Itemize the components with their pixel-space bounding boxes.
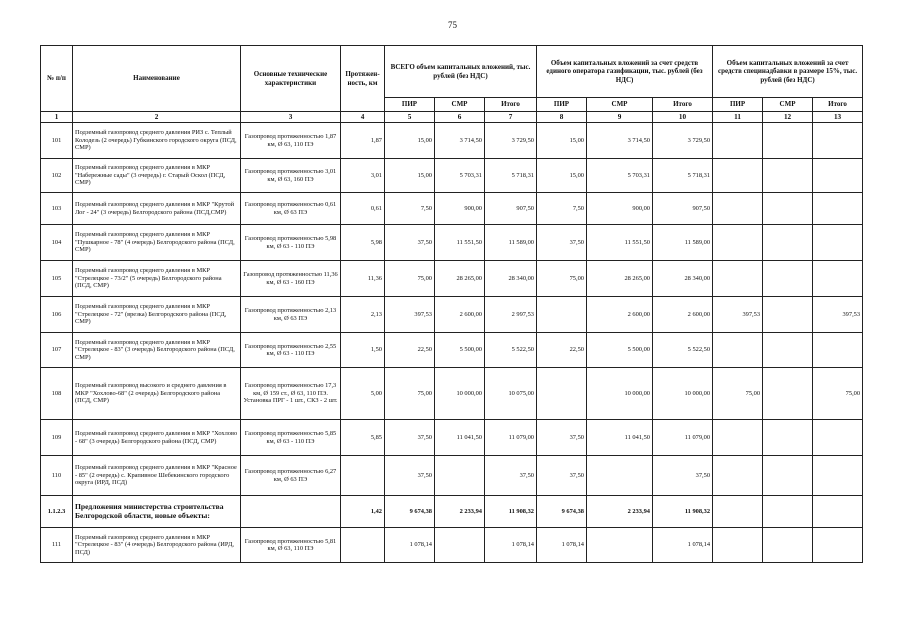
cell-operator-pir: 37,50 — [537, 456, 587, 496]
cell-operator-sum: 11 908,32 — [653, 496, 713, 528]
table-row — [41, 528, 863, 563]
cell-name: Подземный газопровод среднего давления в МКР "Набережные сады" (3 очередь) г. Старый Оскол (ПСД, СМР) — [73, 159, 241, 193]
cell-special-smr — [763, 528, 813, 563]
cell-total-pir: 37,50 — [385, 456, 435, 496]
cell-operator-pir: 22,50 — [537, 333, 587, 368]
cell-operator-sum: 3 729,50 — [653, 123, 713, 159]
column-index: 9 — [587, 112, 653, 123]
cell-total-sum: 2 997,53 — [485, 297, 537, 333]
column-index: 3 — [241, 112, 341, 123]
header-smr: СМР — [435, 98, 485, 112]
cell-operator-smr — [587, 528, 653, 563]
cell-operator-sum: 11 079,00 — [653, 420, 713, 456]
cell-no: 110 — [41, 456, 73, 496]
cell-operator-pir: 15,00 — [537, 123, 587, 159]
column-index: 7 — [485, 112, 537, 123]
cell-operator-sum: 5 522,50 — [653, 333, 713, 368]
cell-length: 5,85 — [341, 420, 385, 456]
cell-name: Подземный газопровод среднего давления в МКР "Стрелецкое - 83" (4 очередь) Белгородского района (ИРД, ПСД) — [73, 528, 241, 563]
header-total: Итого — [653, 98, 713, 112]
cell-length — [341, 528, 385, 563]
cell-special-pir — [713, 123, 763, 159]
cell-total-pir: 15,00 — [385, 123, 435, 159]
cell-tech: Газопровод протяженностью 5,81 км, Ø 63, 110 ПЭ — [241, 528, 341, 563]
cell-total-smr: 2 233,94 — [435, 496, 485, 528]
cell-total-smr — [435, 456, 485, 496]
cell-total-sum: 11 589,00 — [485, 225, 537, 261]
cell-operator-smr: 28 265,00 — [587, 261, 653, 297]
header-total: Итого — [813, 98, 863, 112]
cell-operator-smr: 900,00 — [587, 193, 653, 225]
cell-special-smr — [763, 297, 813, 333]
cell-name: Подземный газопровод высокого и среднего давления в МКР "Хохлово-68" (2 очередь) Белгородского района (ПСД, СМР) — [73, 368, 241, 420]
column-index: 1 — [41, 112, 73, 123]
table-row — [41, 261, 863, 297]
cell-total-smr: 5 500,00 — [435, 333, 485, 368]
column-index: 12 — [763, 112, 813, 123]
cell-operator-smr: 2 233,94 — [587, 496, 653, 528]
header-smr: СМР — [763, 98, 813, 112]
cell-tech — [241, 496, 341, 528]
cell-operator-pir: 15,00 — [537, 159, 587, 193]
cell-operator-pir: 1 078,14 — [537, 528, 587, 563]
capital-investment-table — [40, 45, 863, 563]
cell-special-smr — [763, 159, 813, 193]
cell-total-pir: 397,53 — [385, 297, 435, 333]
cell-total-sum: 10 075,00 — [485, 368, 537, 420]
cell-operator-sum: 10 000,00 — [653, 368, 713, 420]
cell-special-smr — [763, 420, 813, 456]
header-length: Протяжен-ность, км — [341, 46, 385, 112]
cell-no: 103 — [41, 193, 73, 225]
cell-special-smr — [763, 193, 813, 225]
cell-operator-pir — [537, 297, 587, 333]
cell-tech: Газопровод протяженностью 17,3 км, Ø 159 ст., Ø 63, 110 ПЭ. Установка ПРГ - 1 шт., СКЗ - 2 шт. — [241, 368, 341, 420]
table-row — [41, 193, 863, 225]
cell-total-smr: 2 600,00 — [435, 297, 485, 333]
page-number: 75 — [448, 20, 457, 30]
cell-name: Подземный газопровод среднего давления РИЗ с. Теплый Колодезь (2 очередь) Губкинского городского округа (ПСД, СМР) — [73, 123, 241, 159]
column-index: 6 — [435, 112, 485, 123]
cell-special-smr — [763, 123, 813, 159]
cell-special-pir: 397,53 — [713, 297, 763, 333]
header-tech: Основные технические характеристики — [241, 46, 341, 112]
cell-special-sum — [813, 456, 863, 496]
cell-total-pir: 9 674,38 — [385, 496, 435, 528]
cell-no: 107 — [41, 333, 73, 368]
cell-special-sum — [813, 420, 863, 456]
cell-tech: Газопровод протяженностью 2,55 км, Ø 63 - 110 ПЭ — [241, 333, 341, 368]
cell-total-smr: 10 000,00 — [435, 368, 485, 420]
cell-special-sum — [813, 123, 863, 159]
cell-length — [341, 456, 385, 496]
cell-total-pir: 1 078,14 — [385, 528, 435, 563]
cell-total-sum: 5 718,31 — [485, 159, 537, 193]
cell-operator-pir: 75,00 — [537, 261, 587, 297]
cell-operator-pir — [537, 368, 587, 420]
cell-special-sum — [813, 528, 863, 563]
cell-total-smr: 5 703,31 — [435, 159, 485, 193]
cell-no: 104 — [41, 225, 73, 261]
column-index: 4 — [341, 112, 385, 123]
cell-name: Предложения министерства строительства Белгородской области, новые объекты: — [73, 496, 241, 528]
cell-special-sum — [813, 333, 863, 368]
cell-tech: Газопровод протяженностью 6,27 км, Ø 63 ПЭ — [241, 456, 341, 496]
cell-tech: Газопровод протяженностью 0,61 км, Ø 63 ПЭ — [241, 193, 341, 225]
cell-no: 105 — [41, 261, 73, 297]
cell-tech: Газопровод протяженностью 2,13 км, Ø 63 ПЭ — [241, 297, 341, 333]
column-index: 2 — [73, 112, 241, 123]
cell-total-smr: 28 265,00 — [435, 261, 485, 297]
cell-no: 106 — [41, 297, 73, 333]
cell-special-smr — [763, 496, 813, 528]
cell-operator-sum: 1 078,14 — [653, 528, 713, 563]
table-row — [41, 420, 863, 456]
column-index: 13 — [813, 112, 863, 123]
column-index: 10 — [653, 112, 713, 123]
header-no: № п/п — [41, 46, 73, 112]
cell-length: 2,13 — [341, 297, 385, 333]
cell-length: 5,00 — [341, 368, 385, 420]
cell-operator-pir: 37,50 — [537, 225, 587, 261]
header-name: Наименование — [73, 46, 241, 112]
cell-tech: Газопровод протяженностью 5,85 км, Ø 63 - 110 ПЭ — [241, 420, 341, 456]
cell-operator-smr: 5 500,00 — [587, 333, 653, 368]
cell-total-pir: 7,50 — [385, 193, 435, 225]
cell-length: 3,01 — [341, 159, 385, 193]
cell-operator-sum: 11 589,00 — [653, 225, 713, 261]
cell-special-smr — [763, 456, 813, 496]
cell-total-smr: 3 714,50 — [435, 123, 485, 159]
cell-total-pir: 37,50 — [385, 225, 435, 261]
cell-total-sum: 11 079,00 — [485, 420, 537, 456]
cell-special-pir — [713, 420, 763, 456]
cell-operator-smr: 10 000,00 — [587, 368, 653, 420]
cell-operator-smr: 2 600,00 — [587, 297, 653, 333]
cell-name: Подземный газопровод среднего давления в МКР "Пушкарное - 78" (4 очередь) Белгородского района (ПСД, СМР) — [73, 225, 241, 261]
cell-operator-sum: 37,50 — [653, 456, 713, 496]
cell-operator-smr: 3 714,50 — [587, 123, 653, 159]
cell-special-sum: 397,53 — [813, 297, 863, 333]
cell-total-pir: 22,50 — [385, 333, 435, 368]
cell-special-smr — [763, 225, 813, 261]
cell-length: 1,50 — [341, 333, 385, 368]
header-pir: ПИР — [713, 98, 763, 112]
cell-no: 108 — [41, 368, 73, 420]
cell-tech: Газопровод протяженностью 11,36 км, Ø 63 - 160 ПЭ — [241, 261, 341, 297]
column-index: 8 — [537, 112, 587, 123]
cell-total-smr — [435, 528, 485, 563]
cell-special-smr — [763, 368, 813, 420]
cell-special-pir — [713, 159, 763, 193]
header-group-special: Объем капитальных вложений за счет средств специнадбавки в размере 15%, тыс. рублей (без НДС) — [713, 46, 863, 98]
cell-total-sum: 907,50 — [485, 193, 537, 225]
cell-length: 0,61 — [341, 193, 385, 225]
cell-total-sum: 37,50 — [485, 456, 537, 496]
cell-special-pir — [713, 193, 763, 225]
cell-operator-sum: 907,50 — [653, 193, 713, 225]
cell-special-sum — [813, 496, 863, 528]
cell-special-sum: 75,00 — [813, 368, 863, 420]
table-row — [41, 333, 863, 368]
cell-name: Подземный газопровод среднего давления в МКР "Стрелецкое - 72" (врезка) Белгородского района (ПСД, СМР) — [73, 297, 241, 333]
cell-special-pir — [713, 261, 763, 297]
cell-special-smr — [763, 333, 813, 368]
column-index: 5 — [385, 112, 435, 123]
cell-name: Подземный газопровод среднего давления в МКР "Хохлово - 68" (3 очередь) Белгородского района (ПСД, СМР) — [73, 420, 241, 456]
cell-operator-pir: 9 674,38 — [537, 496, 587, 528]
cell-tech: Газопровод протяженностью 1,87 км, Ø 63, 110 ПЭ — [241, 123, 341, 159]
cell-special-sum — [813, 261, 863, 297]
cell-operator-smr: 11 041,50 — [587, 420, 653, 456]
table-row — [41, 123, 863, 159]
cell-name: Подземный газопровод среднего давления в МКР "Красное - 85" (2 очередь) с. Крапивное Шебекинского городского округа (ИРД, ПСД) — [73, 456, 241, 496]
cell-length: 1,42 — [341, 496, 385, 528]
cell-total-sum: 1 078,14 — [485, 528, 537, 563]
cell-length: 1,87 — [341, 123, 385, 159]
cell-name: Подземный газопровод среднего давления в МКР "Стрелецкое - 73/2" (5 очередь) Белгородского района (ПСД, СМР) — [73, 261, 241, 297]
cell-total-smr: 11 551,50 — [435, 225, 485, 261]
cell-special-pir: 75,00 — [713, 368, 763, 420]
cell-total-smr: 11 041,50 — [435, 420, 485, 456]
cell-total-pir: 75,00 — [385, 261, 435, 297]
cell-no: 101 — [41, 123, 73, 159]
cell-special-sum — [813, 159, 863, 193]
cell-no: 1.1.2.3 — [41, 496, 73, 528]
cell-total-sum: 3 729,50 — [485, 123, 537, 159]
column-index: 11 — [713, 112, 763, 123]
cell-operator-smr: 11 551,50 — [587, 225, 653, 261]
cell-operator-sum: 5 718,31 — [653, 159, 713, 193]
table-row — [41, 297, 863, 333]
cell-name: Подземный газопровод среднего давления в МКР "Стрелецкое - 83" (3 очередь) Белгородского района (ПСД, СМР) — [73, 333, 241, 368]
cell-operator-pir: 37,50 — [537, 420, 587, 456]
header-pir: ПИР — [385, 98, 435, 112]
cell-total-pir: 37,50 — [385, 420, 435, 456]
cell-special-pir — [713, 528, 763, 563]
cell-special-pir — [713, 456, 763, 496]
cell-special-sum — [813, 225, 863, 261]
cell-total-sum: 5 522,50 — [485, 333, 537, 368]
cell-special-pir — [713, 496, 763, 528]
header-pir: ПИР — [537, 98, 587, 112]
cell-no: 111 — [41, 528, 73, 563]
header-group-total: ВСЕГО объем капитальных вложений, тыс. рублей (без НДС) — [385, 46, 537, 98]
cell-special-pir — [713, 333, 763, 368]
cell-total-pir: 75,00 — [385, 368, 435, 420]
cell-special-pir — [713, 225, 763, 261]
cell-total-sum: 11 908,32 — [485, 496, 537, 528]
cell-special-smr — [763, 261, 813, 297]
table-row — [41, 368, 863, 420]
section-row — [41, 496, 863, 528]
cell-special-sum — [813, 193, 863, 225]
cell-operator-sum: 28 340,00 — [653, 261, 713, 297]
header-smr: СМР — [587, 98, 653, 112]
header-group-operator: Объем капитальных вложений за счет средств единого оператора газификации, тыс. рублей (без НДС) — [537, 46, 713, 98]
cell-operator-smr: 5 703,31 — [587, 159, 653, 193]
cell-no: 109 — [41, 420, 73, 456]
cell-length: 11,36 — [341, 261, 385, 297]
cell-operator-smr — [587, 456, 653, 496]
column-index-row — [41, 112, 863, 123]
table-row — [41, 456, 863, 496]
table-row — [41, 159, 863, 193]
cell-operator-pir: 7,50 — [537, 193, 587, 225]
cell-total-smr: 900,00 — [435, 193, 485, 225]
header-total: Итого — [485, 98, 537, 112]
cell-total-sum: 28 340,00 — [485, 261, 537, 297]
cell-no: 102 — [41, 159, 73, 193]
cell-length: 5,98 — [341, 225, 385, 261]
cell-total-pir: 15,00 — [385, 159, 435, 193]
cell-tech: Газопровод протяженностью 5,98 км, Ø 63 - 110 ПЭ — [241, 225, 341, 261]
table-body — [41, 123, 863, 563]
cell-tech: Газопровод протяженностью 3,01 км, Ø 63, 160 ПЭ — [241, 159, 341, 193]
cell-operator-sum: 2 600,00 — [653, 297, 713, 333]
cell-name: Подземный газопровод среднего давления в МКР "Крутой Лог - 24" (3 очередь) Белгородского района (ПСД,СМР) — [73, 193, 241, 225]
table-row — [41, 225, 863, 261]
